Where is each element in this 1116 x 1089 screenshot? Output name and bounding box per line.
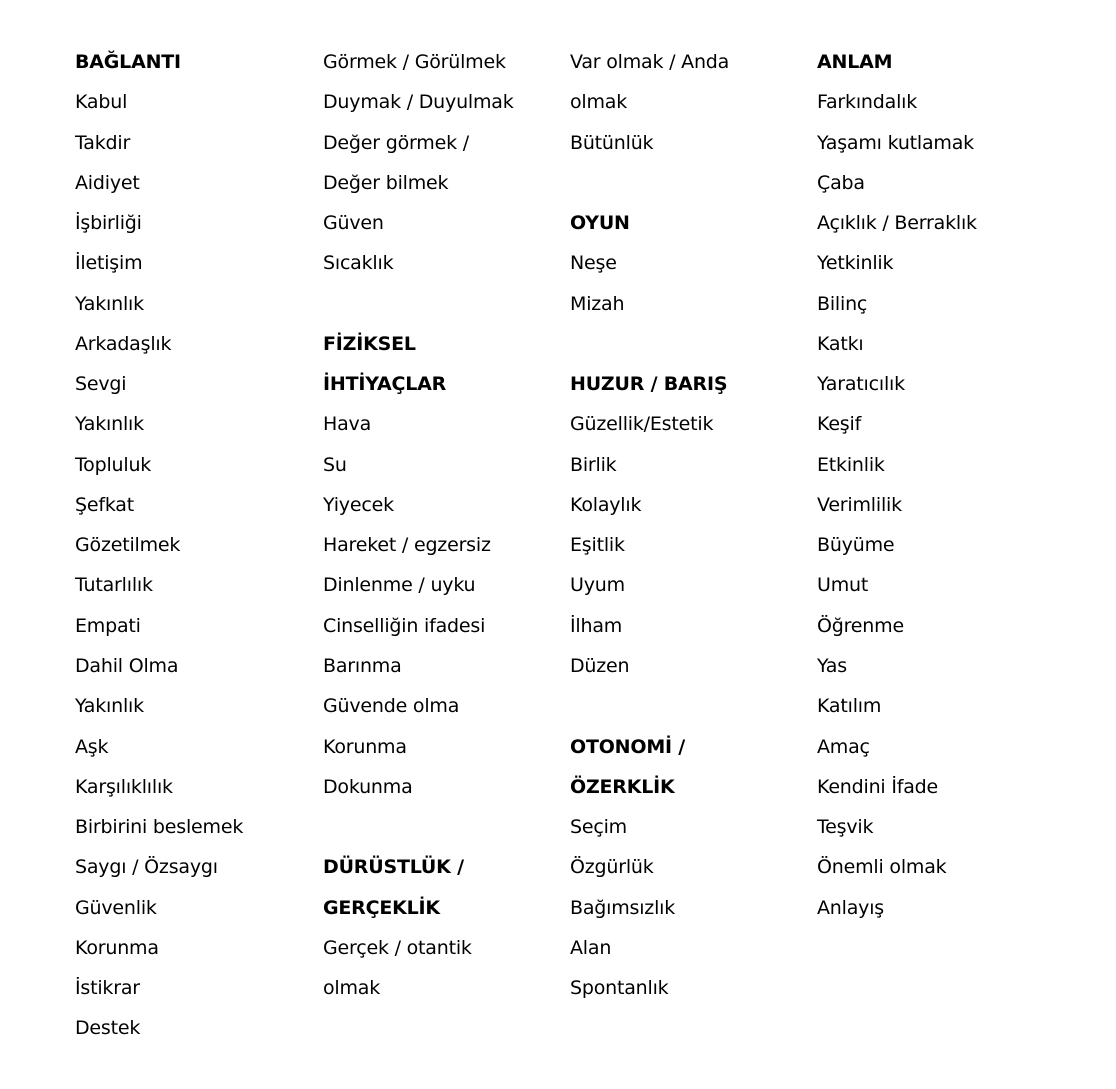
- column-2: [323, 42, 563, 1008]
- need-item: Keşif: [817, 413, 862, 436]
- blank-line: [570, 324, 810, 364]
- need-item: Yaratıcılık: [817, 373, 905, 396]
- category-heading: OTONOMİ /: [570, 735, 686, 758]
- need-item: İlham: [570, 614, 623, 637]
- need-item: Barınma: [323, 654, 402, 677]
- need-item: Düzen: [570, 654, 630, 677]
- need-item: Gerçek / otantik: [323, 936, 472, 959]
- need-item: Dahil Olma: [75, 654, 179, 677]
- need-item: Korunma: [323, 735, 407, 758]
- need-item: Değer görmek /: [323, 131, 469, 154]
- need-item: Güzellik/Estetik: [570, 413, 714, 436]
- category-heading: OYUN: [570, 212, 630, 235]
- need-item: İşbirliği: [75, 212, 142, 235]
- need-item: Alan: [570, 936, 612, 959]
- blank-line: [570, 163, 810, 203]
- need-item: Saygı / Özsaygı: [75, 856, 218, 879]
- need-item: Yakınlık: [75, 695, 144, 718]
- need-item: Yas: [817, 654, 847, 677]
- need-item: Açıklık / Berraklık: [817, 212, 977, 235]
- column-3: [570, 42, 810, 1008]
- need-item: Görmek / Görülmek: [323, 51, 506, 73]
- need-item: Sıcaklık: [323, 252, 394, 275]
- column-1: [75, 42, 315, 1049]
- need-item: Yetkinlik: [817, 252, 894, 275]
- category-heading: ÖZERKLİK: [570, 775, 675, 798]
- need-item: Uyum: [570, 574, 625, 597]
- need-item: Yiyecek: [323, 493, 394, 516]
- need-item: Neşe: [570, 252, 617, 275]
- need-item: olmak: [323, 977, 381, 1000]
- need-item: Karşılıklılık: [75, 775, 173, 798]
- need-item: Dokunma: [323, 775, 413, 798]
- category-heading: BAĞLANTI: [75, 51, 181, 73]
- need-item: Gözetilmek: [75, 534, 181, 557]
- need-item: İletişim: [75, 252, 143, 275]
- category-heading: DÜRÜSTLÜK /: [323, 856, 464, 879]
- need-item: Bütünlük: [570, 131, 654, 154]
- blank-line: [570, 686, 810, 726]
- need-item: Sevgi: [75, 373, 127, 396]
- need-item: Anlayış: [817, 896, 884, 919]
- need-item: Verimlilik: [817, 493, 902, 516]
- need-item: Eşitlik: [570, 534, 625, 557]
- need-item: Güvende olma: [323, 695, 460, 718]
- need-item: olmak: [570, 91, 628, 114]
- category-heading: ANLAM: [817, 51, 893, 73]
- need-item: Mizah: [570, 292, 625, 315]
- need-item: Spontanlık: [570, 977, 669, 1000]
- need-item: Yaşamı kutlamak: [817, 131, 974, 154]
- need-item: Çaba: [817, 171, 865, 194]
- need-item: Güven: [323, 212, 384, 235]
- need-item: Katılım: [817, 695, 882, 718]
- need-item: Empati: [75, 614, 141, 637]
- category-heading: FİZİKSEL: [323, 332, 416, 355]
- category-heading: GERÇEKLİK: [323, 896, 440, 919]
- need-item: Büyüme: [817, 534, 895, 557]
- need-item: Hareket / egzersiz: [323, 534, 491, 557]
- need-item: Seçim: [570, 816, 627, 839]
- need-item: Arkadaşlık: [75, 332, 172, 355]
- need-item: Bağımsızlık: [570, 896, 676, 919]
- need-item: Birlik: [570, 453, 617, 476]
- need-item: Güvenlik: [75, 896, 157, 919]
- need-item: Teşvik: [817, 816, 874, 839]
- need-item: Takdir: [75, 131, 131, 154]
- need-item: Farkındalık: [817, 91, 918, 114]
- need-item: Su: [323, 453, 347, 476]
- need-item: Dinlenme / uyku: [323, 574, 476, 597]
- need-item: Değer bilmek: [323, 171, 449, 194]
- need-item: Kabul: [75, 91, 128, 114]
- need-item: Hava: [323, 413, 372, 436]
- need-item: Var olmak / Anda: [570, 51, 730, 73]
- need-item: Özgürlük: [570, 856, 654, 879]
- need-item: Cinselliğin ifadesi: [323, 614, 486, 637]
- need-item: Birbirini beslemek: [75, 816, 244, 839]
- need-item: Yakınlık: [75, 292, 144, 315]
- need-item: Kolaylık: [570, 493, 642, 516]
- need-item: Şefkat: [75, 493, 135, 516]
- need-item: Katkı: [817, 332, 864, 355]
- need-item: Duymak / Duyulmak: [323, 91, 514, 114]
- need-item: Etkinlik: [817, 453, 885, 476]
- need-item: Öğrenme: [817, 614, 904, 637]
- need-item: Amaç: [817, 735, 870, 758]
- need-item: Umut: [817, 574, 869, 597]
- need-item: Destek: [75, 1017, 141, 1040]
- need-item: Kendini İfade: [817, 775, 939, 798]
- need-item: Aşk: [75, 735, 109, 758]
- need-item: İstikrar: [75, 977, 140, 1000]
- category-heading: İHTİYAÇLAR: [323, 373, 447, 396]
- need-item: Bilinç: [817, 292, 868, 315]
- blank-line: [323, 807, 563, 847]
- blank-line: [323, 284, 563, 324]
- need-item: Tutarlılık: [75, 574, 153, 597]
- need-item: Aidiyet: [75, 171, 140, 194]
- category-heading: HUZUR / BARIŞ: [570, 373, 728, 396]
- need-item: Yakınlık: [75, 413, 144, 436]
- need-item: Önemli olmak: [817, 856, 947, 879]
- need-item: Topluluk: [75, 453, 152, 476]
- need-item: Korunma: [75, 936, 159, 959]
- column-4: [817, 42, 1057, 928]
